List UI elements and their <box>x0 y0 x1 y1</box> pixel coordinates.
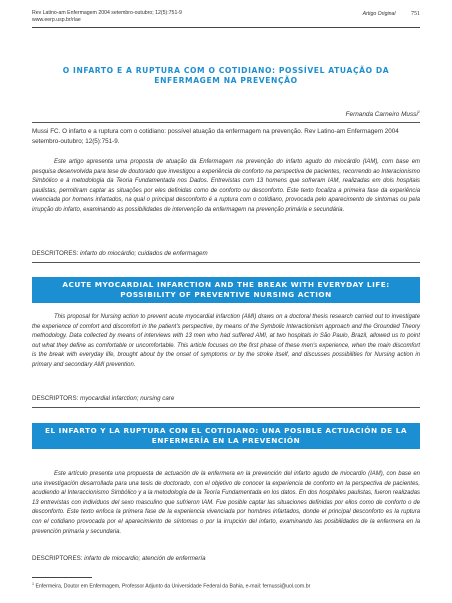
article-title-spanish: EL INFARTO Y LA RUPTURA CON EL COTIDIANO: UNA POSIBLE ACTUACIÓN DE LA ENFERMERÍA EN LA PREVENCIÓN <box>32 423 420 449</box>
keywords-portuguese <box>32 250 420 258</box>
keywords-label: DESCRIPTORS: <box>32 395 79 402</box>
abstract-spanish: Este artículo presenta una propuesta de actuación de la enfermera en la prevención del infarto agudo de miocardio (IAM), con base en una investigación desarrollada para una tesis de doctorado, con el objetivo de conocer la experiencia de conforto en la perspectiva de pacientes, acudiendo al Interaccionismo Simbólico y a la metodología de la Teoría Fundamentada en los datos. En dos hospitales paulistas, fueron realizadas 13 entrevistas con individuos del sexo masculino que sufrieron IAM. Fue posible captar las situaciones definidas por ellos como de conforto o de desconforto. Este texto enfoca la primera fase de la experiencia vivenciada por hombres infartados, donde el principal desconforto es la ruptura con el cotidiano provocada por el aparecimiento de síntomas o por la irrupción del infarto, examinando las posibilidades de la enfermera en la prevención primaria y secundaria. <box>32 471 420 535</box>
footnote-marker: 1 <box>32 582 34 586</box>
article-title-english: ACUTE MYOCARDIAL INFARCTION AND THE BREAK WITH EVERYDAY LIFE: POSSIBILITY OF PREVENTIVE NURSING ACTION <box>32 277 420 303</box>
keywords-text: infarto de miocardio; atención de enfermería <box>84 555 206 562</box>
article-title-portuguese: O INFARTO E A RUPTURA COM O COTIDIANO: POSSÍVEL ATUAÇÃO DA ENFERMAGEM NA PREVENÇÃO <box>62 66 390 85</box>
author-footnote-marker: 1 <box>417 109 420 114</box>
running-header <box>32 10 420 28</box>
author-line <box>346 109 420 118</box>
keywords-label: DESCRIPTORES: <box>32 555 83 562</box>
keywords-rule <box>32 407 420 408</box>
running-header-right <box>363 11 420 18</box>
page-number: 751 <box>411 11 420 17</box>
keywords-spanish <box>32 555 420 563</box>
footnote <box>32 581 420 591</box>
abstract-english: This proposal for Nursing action to prevent acute myocardial infarction (AMI) draws on a doctoral thesis research carried out to investigate the experience of comfort and discomfort in the patient's perspective, by means of the Symbolic Interactionism approach and the Grounded Theory methodology. Data collected by means of interviews with 13 men who had suffered AMI, at two hospitals in São Paulo, Brazil, allowed us to point out what they define as comfortable or uncomfortable. This article focuses on the first phase of these men's experience, when the main discomfort is the break with everyday life, brought about by the onset of symptoms or by the stroke itself, and discusses possibilities for Nursing action in primary and secondary AMI prevention. <box>32 314 420 368</box>
running-header-left <box>32 10 182 24</box>
abstract-portuguese: Este artigo apresenta uma proposta de atuação da Enfermagem na prevenção do infarto agudo do miocárdio (IAM), com base em pesquisa desenvolvida para tese de doutorado que investigou a experiência de conforto na perspectiva de pacientes, recorrendo ao Interacionismo Simbólico e à metodologia da Teoria Fundamentada nos Dados. Entrevistas com 13 homens que sofreram IAM, realizadas em dois hospitais paulistas, permitiram captar as situações por eles definidas como de conforto ou desconforto. Este texto focaliza a primeira fase da experiência vivenciada por homens infartados, na qual o principal desconforto é a ruptura com o cotidiano, provocada pelo aparecimento de sintomas ou pela irrupção do infarto, examinando as possibilidades de intervenção da enfermagem na prevenção primária e secundária. <box>32 159 420 213</box>
section-label: Artigo Original <box>362 11 396 17</box>
keywords-english <box>32 395 420 403</box>
keywords-text: infarto do miocárdio; cuidados de enfermagem <box>80 250 208 257</box>
keywords-rule <box>32 262 420 263</box>
footnote-rule <box>32 577 92 578</box>
citation: Mussi FC. O infarto e a ruptura com o cotidiano: possível atuação da enfermagem na prevenção. Rev Latino-am Enfermagem 2004 setembro-outubro; 12(5):751-9. <box>32 128 399 145</box>
author-rule <box>32 122 420 123</box>
footnote-text: Enfermeira, Doutor em Enfermagem, Professor Adjunto da Universidade Federal da Bahia, e-mail: fernussi@uol.com.br <box>35 583 311 590</box>
header-rule <box>32 27 420 28</box>
keywords-text: myocardial infarction; nursing care <box>80 395 175 402</box>
journal-line: Rev Latino-am Enfermagem 2004 setembro-outubro; 12(5):751-9 <box>32 10 182 16</box>
journal-website: www.eerp.usp.br/rlae <box>32 17 81 23</box>
author-name: Fernanda Carneiro Mussi <box>345 111 418 119</box>
keywords-label: DESCRITORES: <box>32 250 79 257</box>
